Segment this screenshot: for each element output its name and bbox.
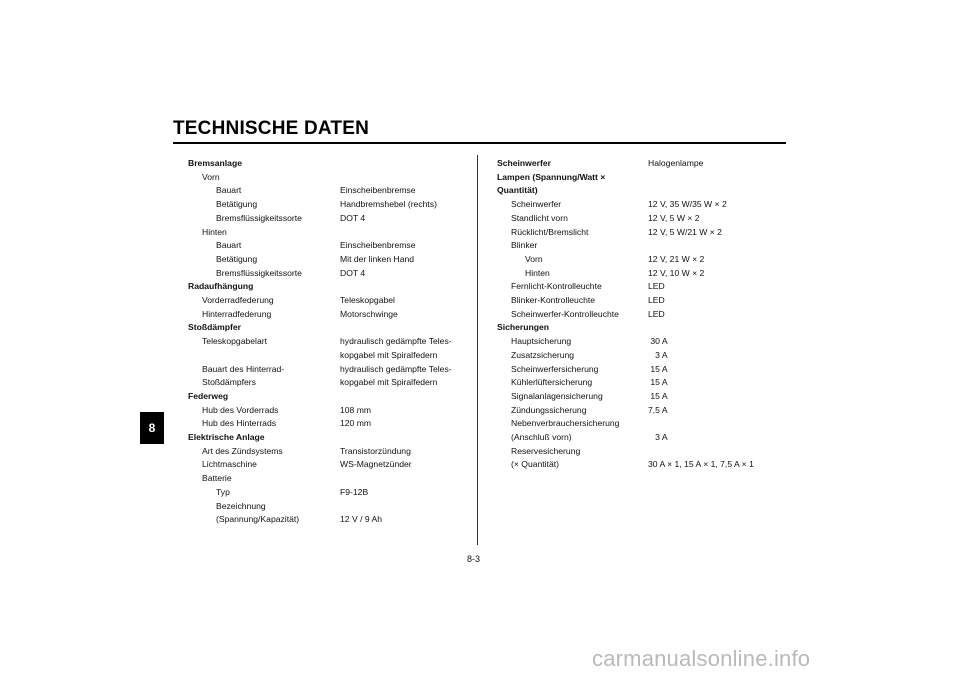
spec-row <box>188 500 473 527</box>
spec-row <box>497 226 787 240</box>
spec-label: Hub des Hinterrads <box>202 418 277 429</box>
spec-row <box>188 267 473 281</box>
spec-label: Bremsanlage <box>188 158 242 168</box>
spec-label: Teleskopgabelart <box>202 336 267 347</box>
spec-value: 3 A <box>648 349 668 360</box>
spec-value: WS-Magnetzünder <box>340 459 412 470</box>
spec-label: Vorn <box>525 253 543 264</box>
spec-row <box>497 335 787 349</box>
spec-value: 12 V, 10 W × 2 <box>648 267 705 278</box>
spec-label: Signalanlagensicherung <box>511 390 603 401</box>
spec-row <box>497 267 787 281</box>
spec-row <box>497 212 787 226</box>
spec-value: 7,5 A <box>648 404 668 415</box>
spec-label: Hauptsicherung <box>511 336 572 347</box>
spec-label: Reservesicherung (× Quantität) <box>511 445 581 470</box>
spec-label: Blinker-Kontrolleuchte <box>511 295 596 306</box>
spec-value: 15 A <box>648 377 668 388</box>
spec-row <box>188 171 473 185</box>
spec-value: Teleskopgabel <box>340 295 395 306</box>
spec-value: 30 A × 1, 15 A × 1, 7,5 A × 1 <box>648 459 754 470</box>
spec-label: Bezeichnung (Spannung/Kapazität) <box>216 500 300 525</box>
spec-row <box>497 349 787 363</box>
spec-value: hydraulisch gedämpfte Teles- kopgabel mit Spiralfedern <box>340 336 452 360</box>
spec-row <box>188 417 473 431</box>
spec-value: 12 V, 5 W × 2 <box>648 212 700 223</box>
spec-label: Vorderradfederung <box>202 295 274 306</box>
spec-value: DOT 4 <box>340 212 366 223</box>
page-title: TECHNISCHE DATEN <box>173 118 370 139</box>
spec-row <box>188 335 473 362</box>
spec-label: Stoßdämpfer <box>188 322 241 333</box>
spec-label: Typ <box>216 486 230 497</box>
spec-label: Radaufhängung <box>188 281 254 292</box>
spec-label: Batterie <box>202 473 232 484</box>
spec-label: Bremsflüssigkeitssorte <box>216 212 302 223</box>
spec-row <box>188 294 473 308</box>
spec-row <box>497 404 787 418</box>
spec-value: DOT 4 <box>340 267 366 278</box>
spec-value: Einscheibenbremse <box>340 185 416 196</box>
spec-label: Hinterradfederung <box>202 308 272 319</box>
spec-heading <box>497 321 787 335</box>
spec-value: F9-12B <box>340 486 369 497</box>
spec-value: 12 V, 21 W × 2 <box>648 253 705 264</box>
spec-value: 120 mm <box>340 418 372 429</box>
spec-row <box>497 198 787 212</box>
spec-value: 108 mm <box>340 404 372 415</box>
spec-row <box>188 486 473 500</box>
spec-row <box>497 280 787 294</box>
spec-row <box>497 417 787 444</box>
spec-label: Vorn <box>202 171 220 182</box>
title-rule <box>173 142 786 144</box>
spec-row <box>188 308 473 322</box>
spec-label: Bauart <box>216 240 242 251</box>
spec-label: Betätigung <box>216 253 258 264</box>
spec-value: 12 V, 5 W/21 W × 2 <box>648 226 722 237</box>
spec-row <box>188 458 473 472</box>
spec-label: Betätigung <box>216 199 258 210</box>
chapter-tab: 8 <box>140 412 164 444</box>
spec-heading <box>497 157 787 171</box>
spec-label: Rücklicht/Bremslicht <box>511 226 589 237</box>
spec-row <box>188 239 473 253</box>
spec-value: Halogenlampe <box>648 158 704 168</box>
spec-label: Sicherungen <box>497 322 550 333</box>
spec-row <box>497 294 787 308</box>
spec-value: 15 A <box>648 363 668 374</box>
spec-value: hydraulisch gedämpfte Teles- kopgabel mit Spiralfedern <box>340 363 452 388</box>
spec-row <box>188 212 473 226</box>
right-spec-column <box>497 157 787 472</box>
spec-label: Hinten <box>202 226 227 237</box>
spec-row <box>188 184 473 198</box>
spec-row <box>188 198 473 212</box>
spec-label: Bauart des Hinterrad- Stoßdämpfers <box>202 363 285 388</box>
spec-label: Federweg <box>188 390 229 401</box>
spec-label: Bremsflüssigkeitssorte <box>216 267 302 278</box>
spec-value: Einscheibenbremse <box>340 240 416 251</box>
spec-label: Nebenverbrauchersicherung (Anschluß vorn) <box>511 418 620 443</box>
spec-value: Mit der linken Hand <box>340 253 415 264</box>
page-number: 8-3 <box>467 554 481 564</box>
spec-row <box>497 308 787 322</box>
spec-value: 12 V / 9 Ah <box>340 514 383 525</box>
spec-row <box>188 253 473 267</box>
spec-value: LED <box>648 308 665 319</box>
column-divider <box>477 155 478 545</box>
spec-value: 3 A <box>655 432 668 443</box>
spec-label: Scheinwerfer <box>497 158 551 168</box>
spec-row <box>188 226 473 240</box>
spec-row <box>497 390 787 404</box>
spec-label: Bauart <box>216 185 242 196</box>
spec-value: Motorschwinge <box>340 308 398 319</box>
spec-value: LED <box>648 281 665 292</box>
spec-value: Handbremshebel (rechts) <box>340 199 437 210</box>
left-spec-column <box>188 157 473 527</box>
spec-heading <box>497 171 787 198</box>
spec-row <box>188 445 473 459</box>
spec-label: Scheinwerfer-Kontrolleuchte <box>511 308 619 319</box>
spec-label: Zündungssicherung <box>511 404 587 415</box>
spec-row <box>497 376 787 390</box>
spec-label: Scheinwerfersicherung <box>511 363 599 374</box>
spec-label: Lampen (Spannung/Watt × Quantität) <box>497 171 606 196</box>
spec-row <box>497 253 787 267</box>
spec-row <box>497 363 787 377</box>
spec-row <box>188 363 473 390</box>
spec-label: Standlicht vorn <box>511 212 568 223</box>
spec-value: 12 V, 35 W/35 W × 2 <box>648 199 727 210</box>
spec-label: Scheinwerfer <box>511 199 562 210</box>
spec-value: 30 A <box>648 336 668 347</box>
spec-label: Hub des Vorderrads <box>202 404 279 415</box>
spec-row <box>188 404 473 418</box>
watermark: carmanualsonline.info <box>592 646 811 671</box>
spec-label: Blinker <box>511 240 538 251</box>
spec-row <box>497 445 787 472</box>
spec-label: Lichtmaschine <box>202 459 257 470</box>
spec-row <box>497 239 787 253</box>
spec-heading <box>188 157 473 171</box>
spec-heading <box>188 321 473 335</box>
spec-value: Transistorzündung <box>340 445 411 456</box>
spec-label: Fernlicht-Kontrolleuchte <box>511 281 602 292</box>
spec-label: Art des Zündsystems <box>202 445 283 456</box>
spec-row <box>188 472 473 486</box>
spec-value: LED <box>648 295 665 306</box>
spec-value: 15 A <box>648 390 668 401</box>
spec-heading <box>188 431 473 445</box>
spec-label: Kühlerlüftersicherung <box>511 377 593 388</box>
spec-label: Zusatzsicherung <box>511 349 575 360</box>
spec-label: Elektrische Anlage <box>188 432 265 443</box>
spec-label: Hinten <box>525 267 550 278</box>
spec-heading <box>188 280 473 294</box>
spec-heading <box>188 390 473 404</box>
